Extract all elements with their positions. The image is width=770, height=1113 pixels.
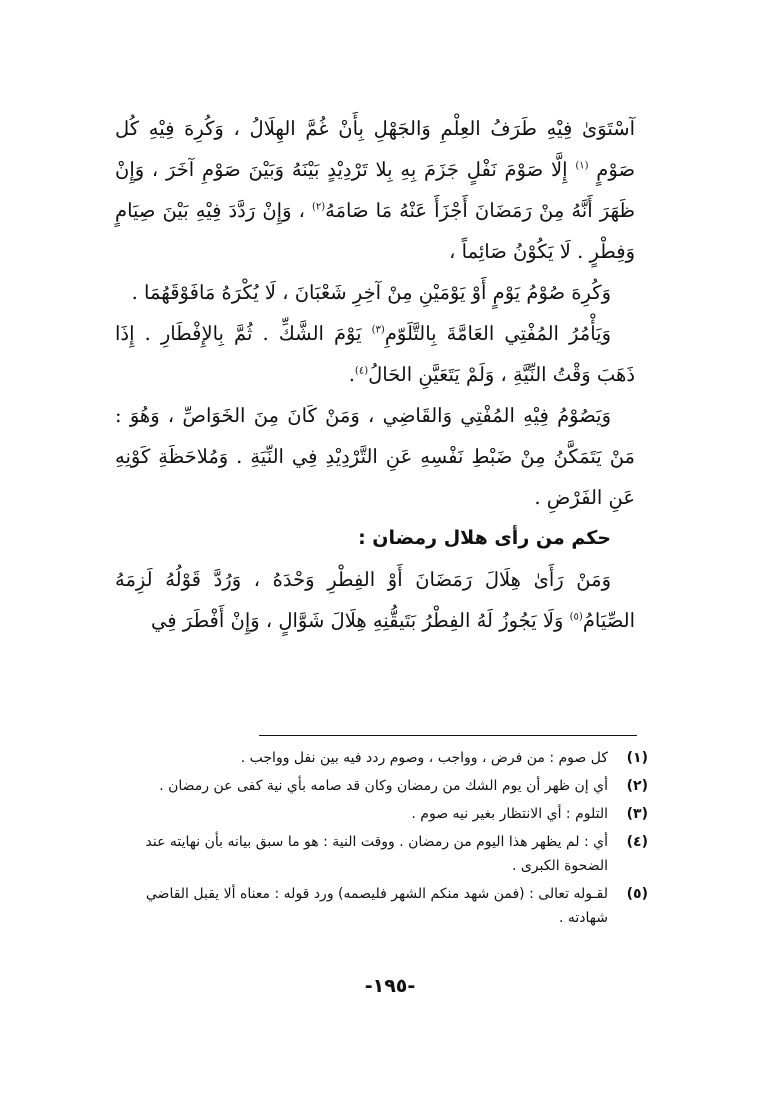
footnote-number: (٢): [626, 778, 648, 794]
paragraph-1-text: آسْتَوَىٰ فِيْهِ طَرَفُ العِلْمِ وَالجَهْلِ بِأَنْ غُمَّ الهِلَالُ ، وَكُرِهَ فِيْهِ كُل صَوْمٍ: [115, 117, 636, 181]
footnote-text: أي إن ظهر أن يوم الشك من رمضان وكان قد صامه بأي نية كفى عن رمضان .: [159, 778, 608, 794]
paragraph-3-text: وَيَأْمُرُ المُفْتِي العَامَّةَ بِالتَّلَوّمِ: [384, 322, 611, 345]
footnote-ref-2: (٢): [311, 201, 326, 213]
paragraph-1-end: ، وَإِنْ رَدَّدَ فِيْهِ بَيْنَ صِيَامٍ وَفِطْرٍ . لَا يَكُوْنُ صَائِماً ،: [115, 199, 635, 263]
footnote-text: كل صوم : من فرض ، وواجب ، وصوم ردد فيه بين نفل وواجب .: [240, 750, 608, 766]
footnote-text: أي : لم يظهر هذا اليوم من رمضان . ووقت النية : هو ما سبق بيانه بأن نهايته عند الضحوة الكبرى .: [145, 834, 608, 874]
footnote-number: (٥): [626, 886, 648, 902]
paragraph-5: [115, 559, 635, 641]
footnote-number: (٣): [626, 806, 648, 822]
paragraph-3-end: .: [348, 363, 355, 386]
footnotes: [128, 746, 648, 934]
footnote-item: [128, 746, 648, 770]
footnote-item: [128, 802, 648, 826]
footnote-number: (١): [626, 750, 648, 766]
paragraph-1-continued: إِلَّا صَوْمَ نَفْلٍ جَزَمَ بِهِ بِلا تَرْدِيْدٍ بَيْنَهُ وَبَيْنَ صَوْمِ آخَرَ ، وَإِنْ ظَهَرَ أَنَّهُ مِنْ رَمَضَانَ أَجْزَأَ عَنْهُ مَا صَامَهُ: [115, 158, 635, 222]
page-number: -١٩٥-: [364, 975, 416, 997]
paragraph-5-text: وَمَنْ رَأَىٰ هِلَالَ رَمَضَانَ أَوْ الفِطْرِ وَحْدَهُ ، وَرُدَّ قَوْلُهُ لَزِمَهُ الصِّيَامُ: [115, 568, 635, 632]
paragraph-5-continued: وَلَا يَجُوزُ لَهُ الفِطْرُ بَتَيقُّنِهِ هِلَالَ شَوَّالٍ ، وَإِنْ أَفْطَرَ فِي: [151, 609, 564, 632]
paragraph-4: وَيَصُوْمُ فِيْهِ المُفْتِي وَالقَاضِي ، وَمَنْ كَانَ مِنَ الخَوَاصِّ ، وَهُوَ : مَنْ يَتَمَكَّنُ مِنْ ضَبْطِ نَفْسِهِ عَنِ التَّرْدِيْدِ فِي النِّيَةِ . وَمُلاحَظَةِ كَوْنِهِ عَنِ الفَرْضِ .: [115, 404, 635, 509]
footnote-ref-1: (١): [575, 160, 589, 172]
footnote-ref-3: (٣): [371, 324, 385, 336]
footnote-item: [128, 830, 648, 878]
footnote-text: لقـوله تعالى : (فمن شهد منكم الشهر فليصمه) ورد قوله : معناه ألا يقبل القاضي شهادته .: [145, 886, 608, 926]
paragraph-2: وَكُرِهَ صُوْمُ يَوْمٍ أَوْ يَوْمَيْنِ مِنْ آخِرِ شَعْبَانَ ، لَا يُكْرَهُ مَافَوْقَهُمَا .: [131, 281, 611, 304]
footnote-item: [128, 882, 648, 930]
footnote-item: [128, 774, 648, 798]
footnote-ref-4: (٤): [354, 365, 369, 377]
section-heading: حكم من رأى هلال رمضان :: [358, 527, 611, 549]
footnote-text: التلوم : أي الانتظار بغير نيه صوم .: [411, 806, 608, 822]
footnote-divider: [259, 735, 637, 736]
footnote-number: (٤): [626, 834, 648, 850]
main-text: [115, 108, 635, 641]
paragraph-1: [115, 108, 635, 272]
footnote-ref-5: (٥): [569, 611, 583, 623]
paragraph-3: [115, 313, 635, 395]
paragraph-3-continued: يَوْمَ الشَّكِّ . ثُمَّ بِالإِفْطَارِ . إِذَا ذَهَبَ وَقْتُ النِّيَّةِ ، وَلَمْ يَتَعَيَّنِ الحَالُ: [115, 322, 635, 386]
